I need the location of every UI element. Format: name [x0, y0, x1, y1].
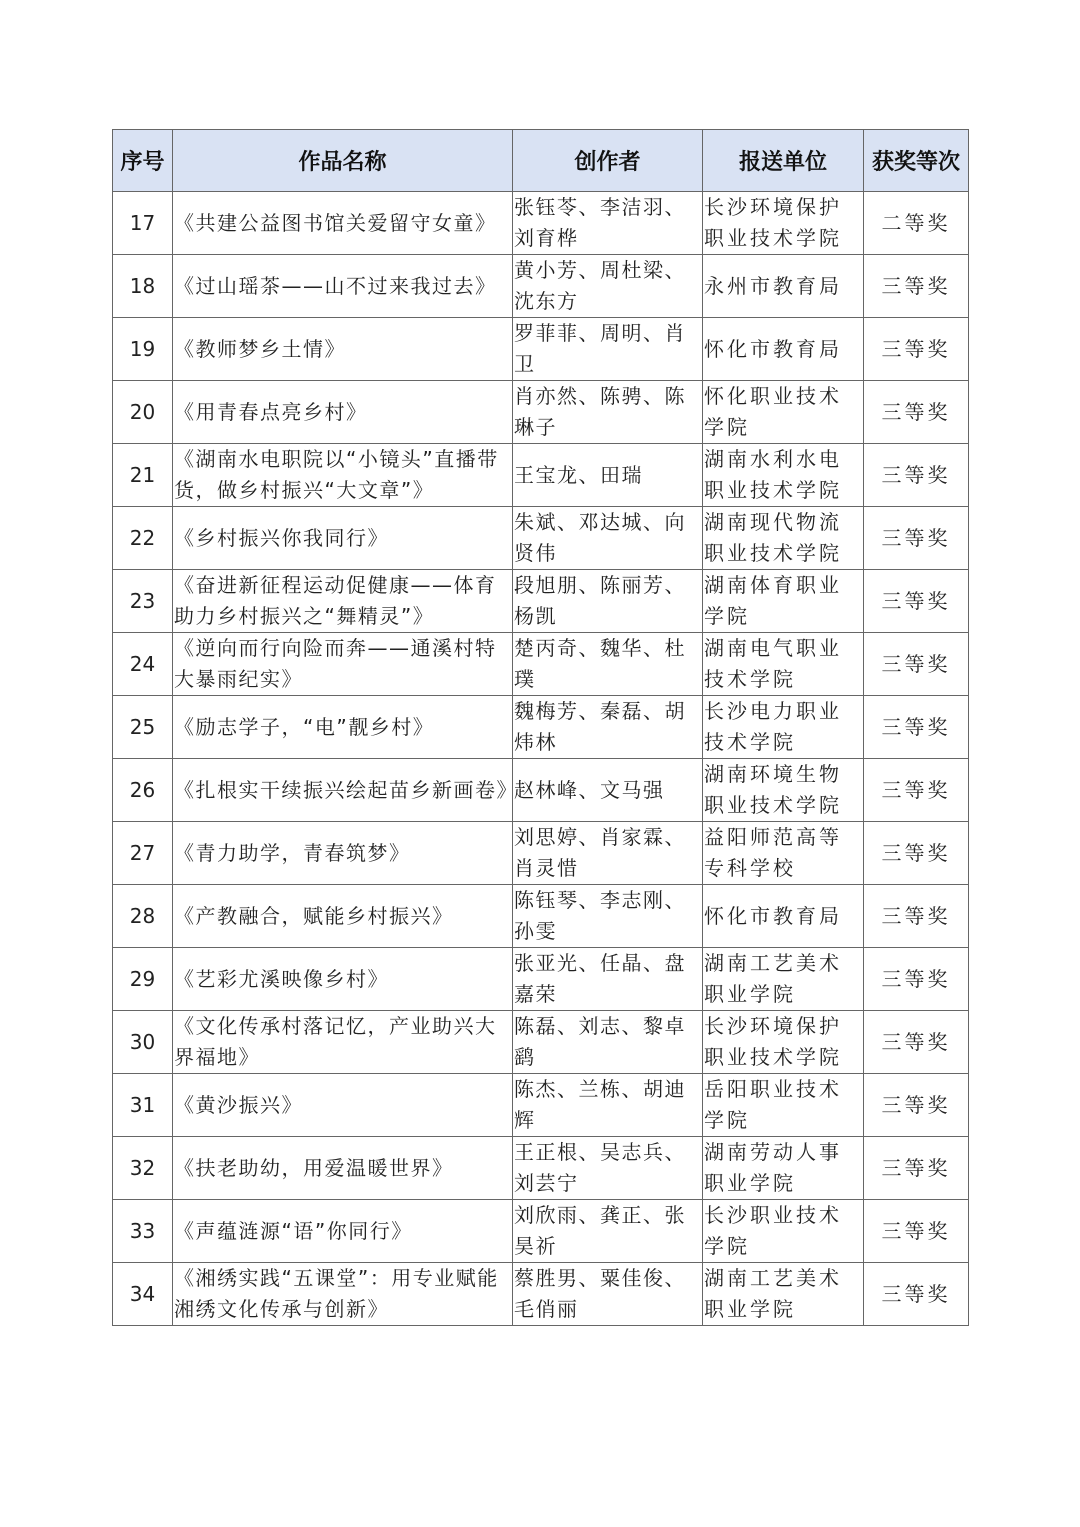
work-title: 《青力助学，青春筑梦》	[173, 822, 513, 885]
award-level: 三等奖	[864, 1200, 969, 1263]
table-row	[113, 1137, 969, 1200]
row-number: 25	[113, 696, 173, 759]
submitting-unit: 怀化市教育局	[703, 885, 864, 948]
awards-table	[112, 129, 969, 1326]
submitting-unit: 湖南电气职业技术学院	[703, 633, 864, 696]
table-row	[113, 696, 969, 759]
table-row	[113, 318, 969, 381]
work-title: 《教师梦乡土情》	[173, 318, 513, 381]
submitting-unit: 怀化职业技术学院	[703, 381, 864, 444]
work-title: 《湘绣实践“五课堂”：用专业赋能湘绣文化传承与创新》	[173, 1263, 513, 1326]
award-level: 三等奖	[864, 444, 969, 507]
award-level: 三等奖	[864, 1263, 969, 1326]
work-title: 《逆向而行向险而奔——通溪村特大暴雨纪实》	[173, 633, 513, 696]
submitting-unit: 益阳师范高等专科学校	[703, 822, 864, 885]
work-title: 《湖南水电职院以“小镜头”直播带货，做乡村振兴“大文章”》	[173, 444, 513, 507]
authors: 肖亦然、陈骋、陈琳子	[513, 381, 703, 444]
table-row	[113, 444, 969, 507]
table-body	[113, 192, 969, 1326]
row-number: 17	[113, 192, 173, 255]
row-number: 18	[113, 255, 173, 318]
row-number: 23	[113, 570, 173, 633]
work-title: 《黄沙振兴》	[173, 1074, 513, 1137]
row-number: 24	[113, 633, 173, 696]
award-level: 三等奖	[864, 822, 969, 885]
authors: 张钰苓、李洁羽、刘育桦	[513, 192, 703, 255]
submitting-unit: 长沙职业技术学院	[703, 1200, 864, 1263]
header-title: 作品名称	[173, 130, 513, 192]
authors: 段旭朋、陈丽芳、杨凯	[513, 570, 703, 633]
submitting-unit: 长沙环境保护职业技术学院	[703, 192, 864, 255]
award-level: 三等奖	[864, 570, 969, 633]
authors: 王正根、吴志兵、刘芸宁	[513, 1137, 703, 1200]
work-title: 《共建公益图书馆关爱留守女童》	[173, 192, 513, 255]
table-row	[113, 1074, 969, 1137]
award-level: 三等奖	[864, 948, 969, 1011]
authors: 陈磊、刘志、黎卓鹞	[513, 1011, 703, 1074]
award-level: 三等奖	[864, 507, 969, 570]
authors: 刘思婷、肖家霖、肖灵惜	[513, 822, 703, 885]
row-number: 22	[113, 507, 173, 570]
table-row	[113, 885, 969, 948]
row-number: 27	[113, 822, 173, 885]
table-row	[113, 570, 969, 633]
row-number: 26	[113, 759, 173, 822]
submitting-unit: 长沙环境保护职业技术学院	[703, 1011, 864, 1074]
header-award: 获奖等次	[864, 130, 969, 192]
authors: 黄小芳、周杜梁、沈东方	[513, 255, 703, 318]
submitting-unit: 长沙电力职业技术学院	[703, 696, 864, 759]
award-level: 三等奖	[864, 696, 969, 759]
row-number: 31	[113, 1074, 173, 1137]
authors: 蔡胜男、粟佳俊、毛俏丽	[513, 1263, 703, 1326]
work-title: 《扎根实干续振兴绘起苗乡新画卷》	[173, 759, 513, 822]
award-level: 三等奖	[864, 255, 969, 318]
table-row	[113, 1263, 969, 1326]
submitting-unit: 湖南工艺美术职业学院	[703, 1263, 864, 1326]
authors: 赵林峰、文马强	[513, 759, 703, 822]
table-row	[113, 255, 969, 318]
table-row	[113, 633, 969, 696]
work-title: 《产教融合，赋能乡村振兴》	[173, 885, 513, 948]
authors: 罗菲菲、周明、肖卫	[513, 318, 703, 381]
submitting-unit: 湖南现代物流职业技术学院	[703, 507, 864, 570]
award-level: 三等奖	[864, 1074, 969, 1137]
work-title: 《奋进新征程运动促健康——体育助力乡村振兴之“舞精灵”》	[173, 570, 513, 633]
work-title: 《声蕴涟源“语”你同行》	[173, 1200, 513, 1263]
row-number: 29	[113, 948, 173, 1011]
table-row	[113, 507, 969, 570]
authors: 张亚光、任晶、盘嘉荣	[513, 948, 703, 1011]
award-level: 三等奖	[864, 1137, 969, 1200]
submitting-unit: 湖南体育职业学院	[703, 570, 864, 633]
table-row	[113, 381, 969, 444]
work-title: 《文化传承村落记忆，产业助兴大界福地》	[173, 1011, 513, 1074]
header-row	[113, 130, 969, 192]
authors: 魏梅芳、秦磊、胡炜林	[513, 696, 703, 759]
award-level: 三等奖	[864, 759, 969, 822]
table-row	[113, 192, 969, 255]
row-number: 30	[113, 1011, 173, 1074]
table-row	[113, 1200, 969, 1263]
work-title: 《乡村振兴你我同行》	[173, 507, 513, 570]
row-number: 32	[113, 1137, 173, 1200]
authors: 楚丙奇、魏华、杜璞	[513, 633, 703, 696]
authors: 陈杰、兰栋、胡迪辉	[513, 1074, 703, 1137]
authors: 朱斌、邓达城、向贤伟	[513, 507, 703, 570]
submitting-unit: 湖南水利水电职业技术学院	[703, 444, 864, 507]
work-title: 《过山瑶茶——山不过来我过去》	[173, 255, 513, 318]
header-number: 序号	[113, 130, 173, 192]
row-number: 34	[113, 1263, 173, 1326]
award-level: 二等奖	[864, 192, 969, 255]
table-header	[113, 130, 969, 192]
authors: 陈钰琴、李志刚、孙雯	[513, 885, 703, 948]
submitting-unit: 永州市教育局	[703, 255, 864, 318]
row-number: 21	[113, 444, 173, 507]
award-level: 三等奖	[864, 381, 969, 444]
table-row	[113, 1011, 969, 1074]
work-title: 《用青春点亮乡村》	[173, 381, 513, 444]
work-title: 《励志学子，“电”靓乡村》	[173, 696, 513, 759]
table-row	[113, 822, 969, 885]
award-level: 三等奖	[864, 318, 969, 381]
submitting-unit: 怀化市教育局	[703, 318, 864, 381]
award-level: 三等奖	[864, 885, 969, 948]
authors: 刘欣雨、龚正、张昊祈	[513, 1200, 703, 1263]
work-title: 《扶老助幼，用爱温暖世界》	[173, 1137, 513, 1200]
row-number: 19	[113, 318, 173, 381]
row-number: 20	[113, 381, 173, 444]
award-level: 三等奖	[864, 633, 969, 696]
submitting-unit: 湖南环境生物职业技术学院	[703, 759, 864, 822]
row-number: 33	[113, 1200, 173, 1263]
work-title: 《艺彩尤溪映像乡村》	[173, 948, 513, 1011]
table-row	[113, 948, 969, 1011]
row-number: 28	[113, 885, 173, 948]
authors: 王宝龙、田瑞	[513, 444, 703, 507]
submitting-unit: 湖南劳动人事职业学院	[703, 1137, 864, 1200]
submitting-unit: 岳阳职业技术学院	[703, 1074, 864, 1137]
table-row	[113, 759, 969, 822]
header-authors: 创作者	[513, 130, 703, 192]
header-unit: 报送单位	[703, 130, 864, 192]
award-level: 三等奖	[864, 1011, 969, 1074]
submitting-unit: 湖南工艺美术职业学院	[703, 948, 864, 1011]
